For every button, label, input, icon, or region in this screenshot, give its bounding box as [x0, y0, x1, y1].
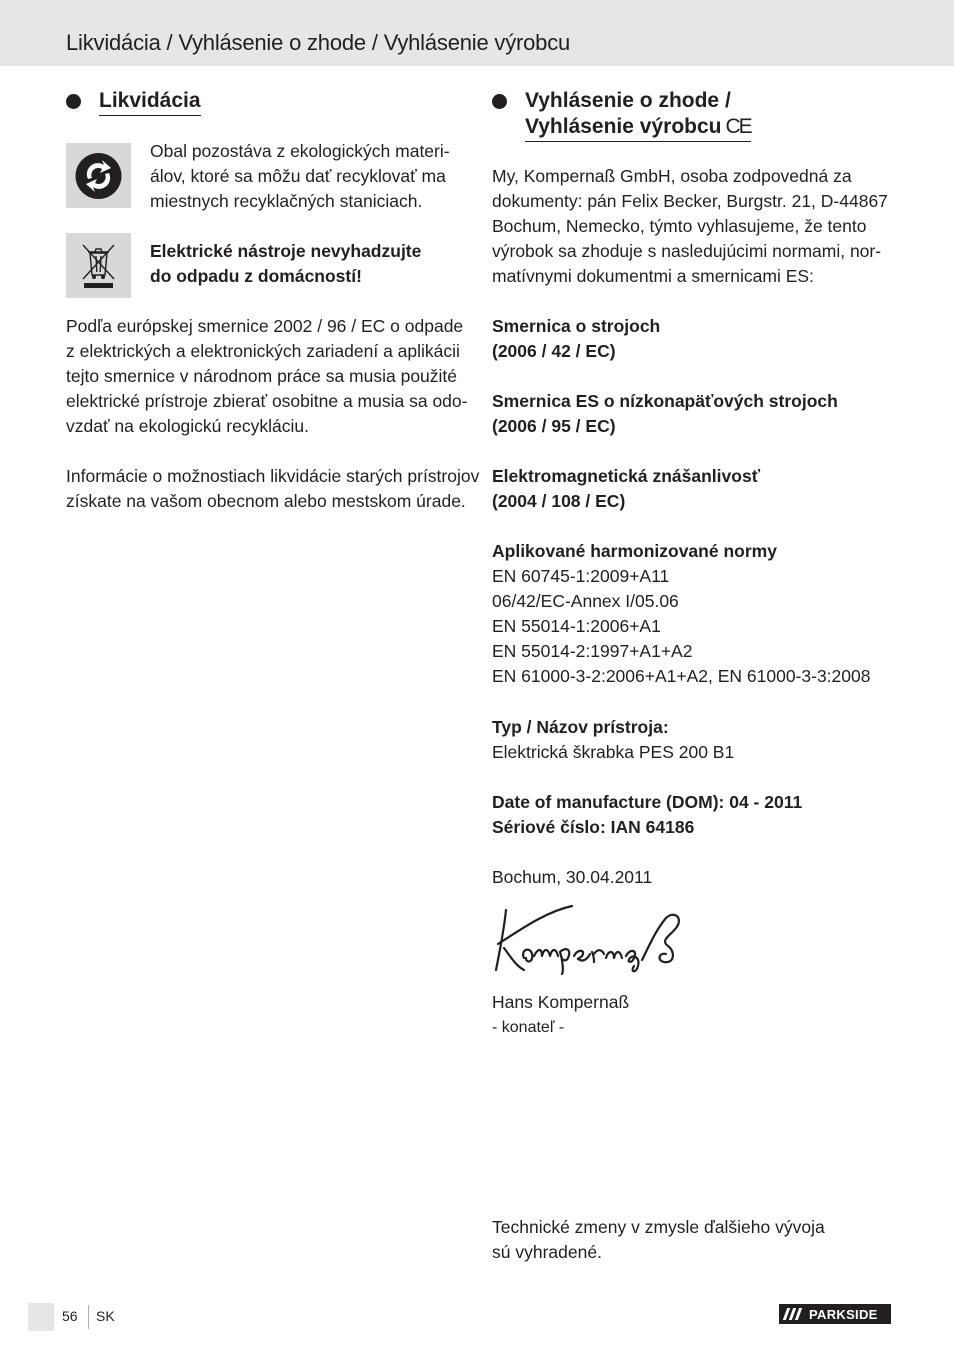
- section-heading-declaration: [492, 88, 751, 142]
- manufacture-info: [492, 790, 802, 840]
- logo-stripes-icon: [785, 1308, 803, 1320]
- footer-divider: [88, 1305, 89, 1329]
- signer: [492, 990, 629, 1040]
- type-value: Elektrická škrabka PES 200 B1: [492, 742, 735, 762]
- technical-changes-note: Technické zmeny v zmysle ďalšieho vývoja sú vyhradené.: [492, 1217, 825, 1262]
- bullet-icon: [66, 94, 81, 109]
- weee-warning: Elektrické nástroje nevyhadzujte do odpadu z domácností!: [150, 241, 422, 286]
- directive-emc: Elektromagnetická znášanlivosť (2004 / 108 / EC): [492, 466, 761, 511]
- directive-machinery: Smernica o strojoch (2006 / 42 / EC): [492, 316, 661, 361]
- section-title: Vyhlásenie o zhode / Vyhlásenie výrobcu CE: [525, 88, 751, 142]
- info-paragraph: Informácie o možnostiach likvidácie starých prístrojov získate na vašom obecnom alebo mestskom úrade.: [66, 466, 480, 511]
- page-title: Likvidácia / Vyhlásenie o zhode / Vyhlásenie výrobcu: [66, 30, 571, 55]
- bullet-icon: [492, 94, 507, 109]
- signature: [490, 900, 690, 975]
- section-heading-likvidacia: [66, 88, 201, 116]
- directive-low-voltage: Smernica ES o nízkonapäťových strojoch (2006 / 95 / EC): [492, 391, 838, 436]
- norms-heading: Aplikované harmonizované normy: [492, 541, 777, 561]
- harmonized-norms: Aplikované harmonizované normy EN 60745-1:2009+A11 06/42/EC-Annex I/05.06 EN 55014-1:2006+A1 EN 55014-2:1997+A1+A2 EN 61000-3-2:2006+A1+A2, EN 61000-3-3:2008: [492, 541, 871, 686]
- language-code: SK: [96, 1308, 115, 1324]
- recycle-icon: [66, 143, 131, 208]
- signer-name: Hans Kompernaß: [492, 992, 630, 1012]
- place-date: Bochum, 30.04.2011: [492, 867, 653, 887]
- type-heading: Typ / Názov prístroja:: [492, 717, 669, 737]
- weee-bin-icon: [66, 233, 131, 298]
- device-type: [492, 715, 734, 765]
- signer-role: - konateľ -: [492, 1019, 565, 1036]
- ce-mark-icon: CE: [725, 115, 751, 138]
- parkside-logo: PARKSIDE: [779, 1304, 891, 1324]
- page-number: 56: [62, 1308, 78, 1324]
- recycle-text: Obal pozostáva z ekologických materi- álov, ktoré sa môžu dať recyklovať ma miestnych recyklačných staniciach.: [150, 141, 450, 211]
- disposal-paragraph: Podľa európskej smernice 2002 / 96 / EC o odpade z elektrických a elektronických zariadení a aplikácii tejto smernice v národnom práce sa musia použité elektrické prístroje zbierať osobitne a musia sa odo- vzdať na ekologickú recykláciu.: [66, 316, 468, 436]
- dom-line: Date of manufacture (DOM): 04 - 2011: [492, 792, 803, 812]
- section-title: Likvidácia: [99, 88, 201, 116]
- serial-line: Sériové číslo: IAN 64186: [492, 817, 695, 837]
- declaration-intro: My, Kompernaß GmbH, osoba zodpovedná za dokumenty: pán Felix Becker, Burgstr. 21, D-44867 Bochum, Nemecko, týmto vyhlasujeme, že tento výrobok sa zhoduje s nasledujúcimi normami, nor- matívnymi dokumentmi a smernicami ES:: [492, 166, 888, 286]
- footer-tab: [28, 1303, 54, 1331]
